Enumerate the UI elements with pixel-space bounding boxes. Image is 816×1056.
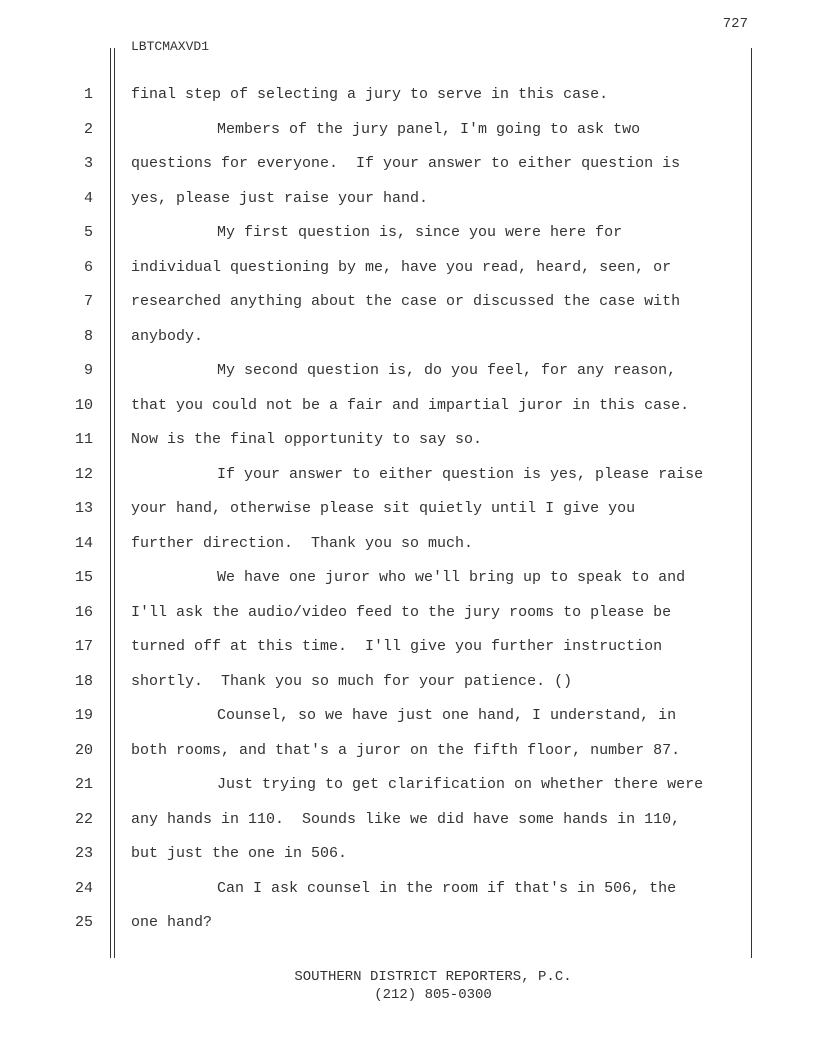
transcript-line bbox=[0, 423, 816, 458]
line-text: anybody. bbox=[131, 327, 204, 345]
transcript-line bbox=[0, 803, 816, 838]
line-text: but just the one in 506. bbox=[131, 845, 348, 862]
line-text: any hands in 110. Sounds like we did have some hands in 110, bbox=[131, 810, 681, 828]
line-number: 6 bbox=[83, 258, 93, 276]
line-text: If your answer to either question is yes, please raise bbox=[217, 465, 704, 483]
reporter-name: SOUTHERN DISTRICT REPORTERS, P.C. bbox=[294, 969, 572, 985]
footer bbox=[0, 968, 816, 1004]
transcript-line bbox=[0, 216, 816, 251]
transcript-line bbox=[0, 734, 816, 769]
line-text: shortly. Thank you so much for your patience. () bbox=[131, 672, 573, 690]
transcript-line bbox=[0, 872, 816, 907]
line-text: final step of selecting a jury to serve in this case. bbox=[131, 86, 609, 103]
line-text: that you could not be a fair and impartial juror in this case. bbox=[131, 396, 690, 414]
transcript-line bbox=[0, 527, 816, 562]
line-number: 2 bbox=[83, 120, 93, 138]
line-number: 23 bbox=[74, 845, 93, 862]
line-number: 17 bbox=[74, 638, 93, 655]
line-text: Counsel, so we have just one hand, I understand, in bbox=[217, 707, 677, 724]
line-text: researched anything about the case or discussed the case with bbox=[131, 293, 681, 310]
transcript-line bbox=[0, 561, 816, 596]
line-number: 25 bbox=[74, 914, 93, 931]
line-text: We have one juror who we'll bring up to speak to and bbox=[217, 569, 686, 586]
line-number: 12 bbox=[74, 465, 93, 483]
transcript-line bbox=[0, 906, 816, 941]
line-text: yes, please just raise your hand. bbox=[131, 189, 429, 207]
transcript-line bbox=[0, 630, 816, 665]
line-number: 4 bbox=[83, 189, 93, 207]
line-number: 22 bbox=[74, 810, 93, 828]
line-text: Now is the final opportunity to say so. bbox=[131, 431, 483, 448]
line-number: 10 bbox=[74, 396, 93, 414]
line-number: 20 bbox=[74, 741, 93, 759]
line-number: 18 bbox=[74, 672, 93, 690]
line-number: 9 bbox=[83, 362, 93, 379]
line-text: individual questioning by me, have you read, heard, seen, or bbox=[131, 258, 672, 276]
transcript-line bbox=[0, 768, 816, 803]
transcript-line bbox=[0, 285, 816, 320]
transcript-line bbox=[0, 837, 816, 872]
line-number: 5 bbox=[83, 224, 93, 241]
transcript-line bbox=[0, 113, 816, 148]
transcript-line bbox=[0, 596, 816, 631]
transcript-line bbox=[0, 182, 816, 217]
line-number: 14 bbox=[74, 534, 93, 552]
page-number: 727 bbox=[722, 16, 748, 32]
line-text: further direction. Thank you so much. bbox=[131, 534, 474, 552]
line-text: Just trying to get clarification on whether there were bbox=[217, 776, 704, 793]
document-id: LBTCMAXVD1 bbox=[131, 39, 210, 54]
line-text: your hand, otherwise please sit quietly until I give you bbox=[131, 500, 636, 517]
transcript-body bbox=[0, 78, 816, 941]
transcript-line bbox=[0, 389, 816, 424]
line-text: My second question is, do you feel, for any reason, bbox=[217, 362, 677, 379]
transcript-line bbox=[0, 699, 816, 734]
line-text: My first question is, since you were here for bbox=[217, 224, 623, 241]
line-number: 21 bbox=[74, 776, 93, 793]
line-number: 11 bbox=[74, 431, 93, 448]
line-number: 3 bbox=[83, 155, 93, 172]
line-number: 13 bbox=[74, 500, 93, 517]
line-text: Members of the jury panel, I'm going to ask two bbox=[217, 120, 641, 138]
line-text: I'll ask the audio/video feed to the jury rooms to please be bbox=[131, 603, 672, 621]
transcript-line bbox=[0, 354, 816, 389]
line-number: 15 bbox=[74, 569, 93, 586]
transcript-line bbox=[0, 320, 816, 355]
transcript-line bbox=[0, 665, 816, 700]
transcript-line bbox=[0, 251, 816, 286]
line-text: questions for everyone. If your answer to either question is bbox=[131, 155, 681, 172]
transcript-line bbox=[0, 492, 816, 527]
line-text: one hand? bbox=[131, 914, 213, 931]
transcript-line bbox=[0, 147, 816, 182]
line-text: Can I ask counsel in the room if that's in 506, the bbox=[217, 879, 677, 897]
line-number: 16 bbox=[74, 603, 93, 621]
line-text: both rooms, and that's a juror on the fifth floor, number 87. bbox=[131, 741, 681, 759]
transcript-line bbox=[0, 78, 816, 113]
line-text: turned off at this time. I'll give you further instruction bbox=[131, 638, 663, 655]
line-number: 8 bbox=[83, 327, 93, 345]
transcript-line bbox=[0, 458, 816, 493]
line-number: 1 bbox=[83, 86, 93, 103]
line-number: 19 bbox=[74, 707, 93, 724]
reporter-phone: (212) 805-0300 bbox=[374, 987, 492, 1003]
line-number: 24 bbox=[74, 879, 93, 897]
line-number: 7 bbox=[83, 293, 93, 310]
